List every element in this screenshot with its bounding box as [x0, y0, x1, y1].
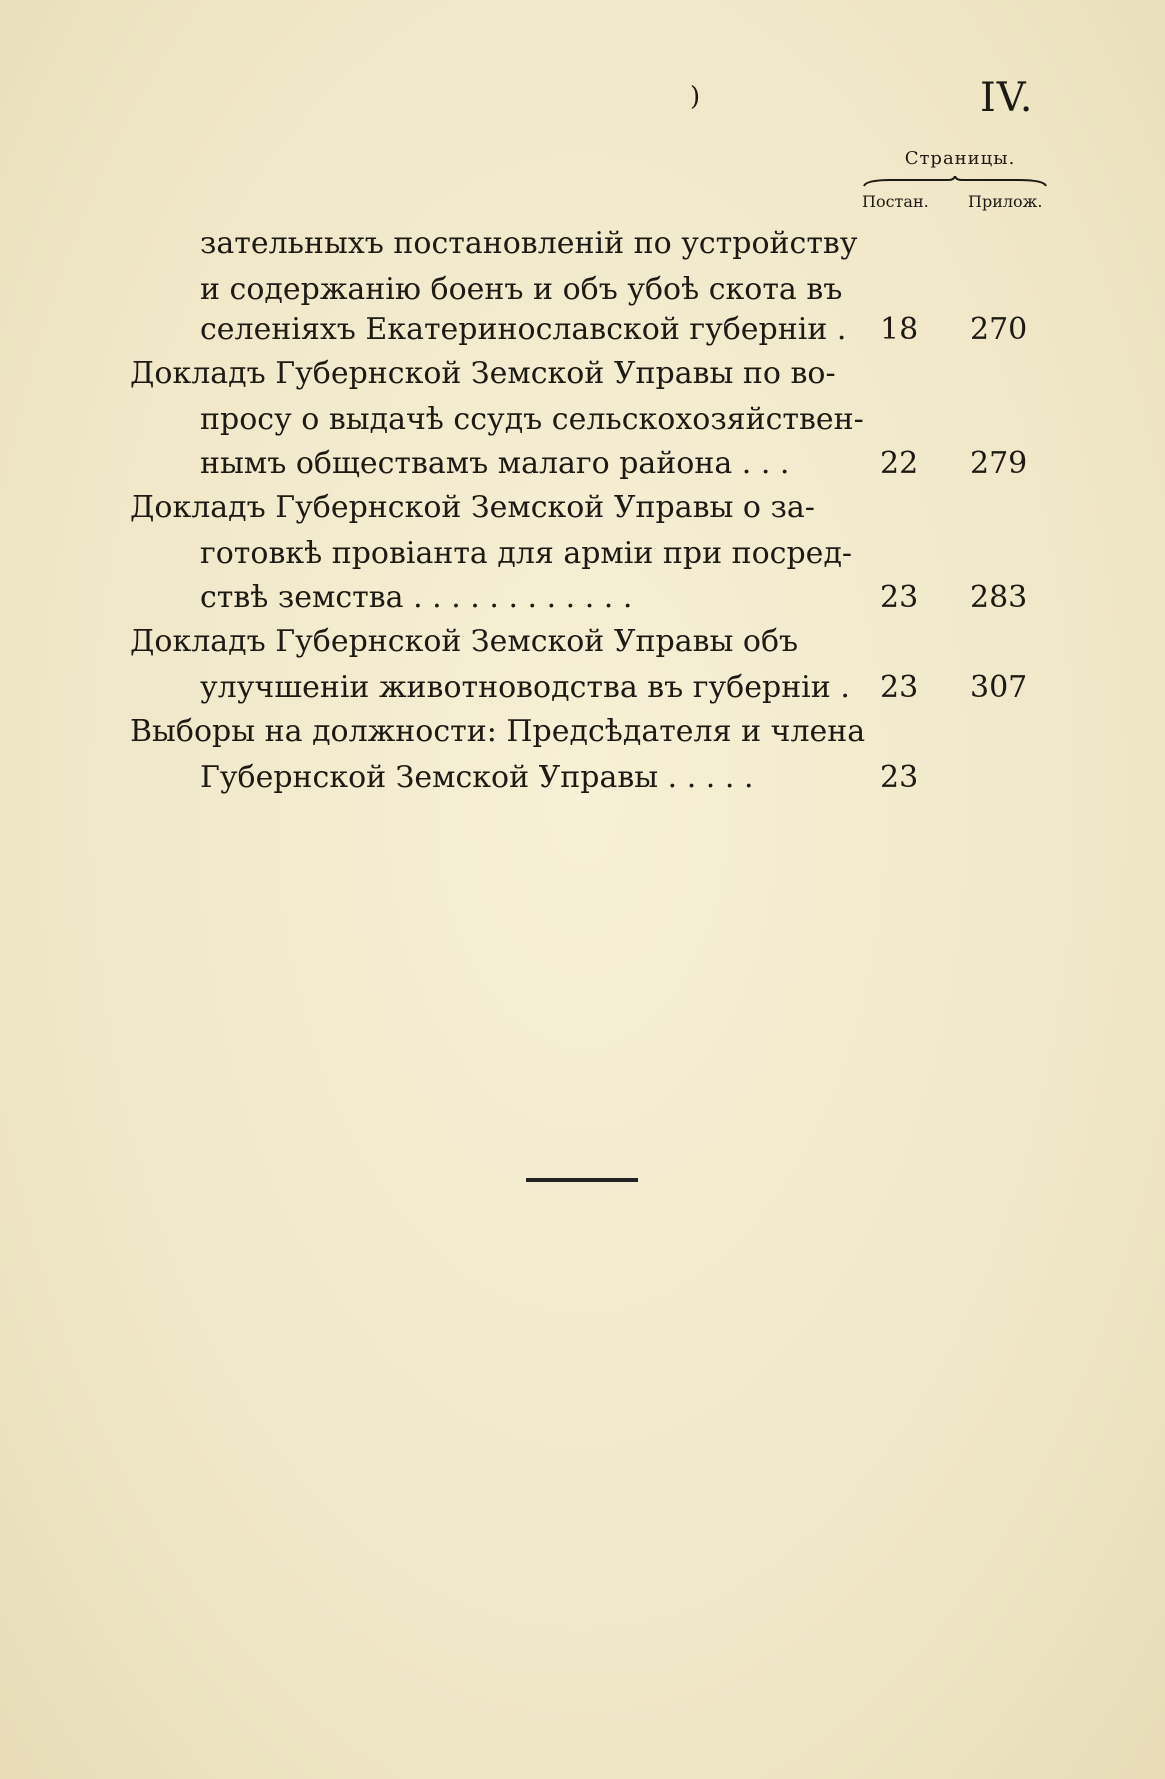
toc-line-text: нымъ обществамъ малаго района . . .	[200, 446, 790, 481]
toc-line	[0, 226, 1165, 274]
page-postan: 23	[880, 670, 919, 705]
page-postan: 18	[880, 312, 919, 347]
pages-column-header: Страницы.	[904, 148, 1016, 169]
toc-line-text: просу о выдачѣ ссудъ сельскохозяйствен-	[200, 402, 864, 437]
toc-line-text: и содержанію боенъ и объ убоѣ скота въ	[200, 272, 843, 307]
page-prilozh: 279	[970, 446, 1028, 481]
toc-line-text: Губернской Земской Управы . . . . .	[200, 760, 754, 795]
page-postan: 23	[880, 760, 919, 795]
toc-line	[0, 714, 1165, 762]
page-postan: 23	[880, 580, 919, 615]
toc-line-text: Докладъ Губернской Земской Управы по во-	[130, 356, 836, 391]
brace-icon	[862, 176, 1048, 188]
toc-line	[0, 670, 1165, 718]
toc-line-text: Докладъ Губернской Земской Управы объ	[130, 624, 799, 659]
col-postan-label: Постан.	[862, 192, 929, 211]
page-number: IV.	[980, 75, 1034, 121]
toc-line	[0, 760, 1165, 808]
toc-line	[0, 402, 1165, 450]
toc-line	[0, 490, 1165, 538]
end-rule	[526, 1178, 638, 1182]
toc-line-text: ствѣ земства . . . . . . . . . . . .	[200, 580, 633, 615]
page-prilozh: 270	[970, 312, 1028, 347]
toc-line	[0, 446, 1165, 494]
page-postan: 22	[880, 446, 919, 481]
toc-line	[0, 580, 1165, 628]
toc-line-text: селеніяхъ Екатеринославской губерніи .	[200, 312, 847, 347]
col-prilozh-label: Прилож.	[968, 192, 1043, 211]
page-prilozh: 307	[970, 670, 1028, 705]
toc-line	[0, 624, 1165, 672]
toc-line-text: Докладъ Губернской Земской Управы о за-	[130, 490, 815, 525]
toc-line-text: готовкѣ провіанта для арміи при посред-	[200, 536, 853, 571]
toc-line	[0, 536, 1165, 584]
margin-mark: )	[690, 82, 701, 112]
toc-line	[0, 312, 1165, 360]
toc-line-text: Выборы на должности: Предсѣдателя и члена	[130, 714, 866, 749]
toc-line-text: улучшеніи животноводства въ губерніи .	[200, 670, 850, 705]
toc-line	[0, 356, 1165, 404]
toc-line-text: зательныхъ постановленій по устройству	[200, 226, 858, 261]
page-prilozh: 283	[970, 580, 1028, 615]
